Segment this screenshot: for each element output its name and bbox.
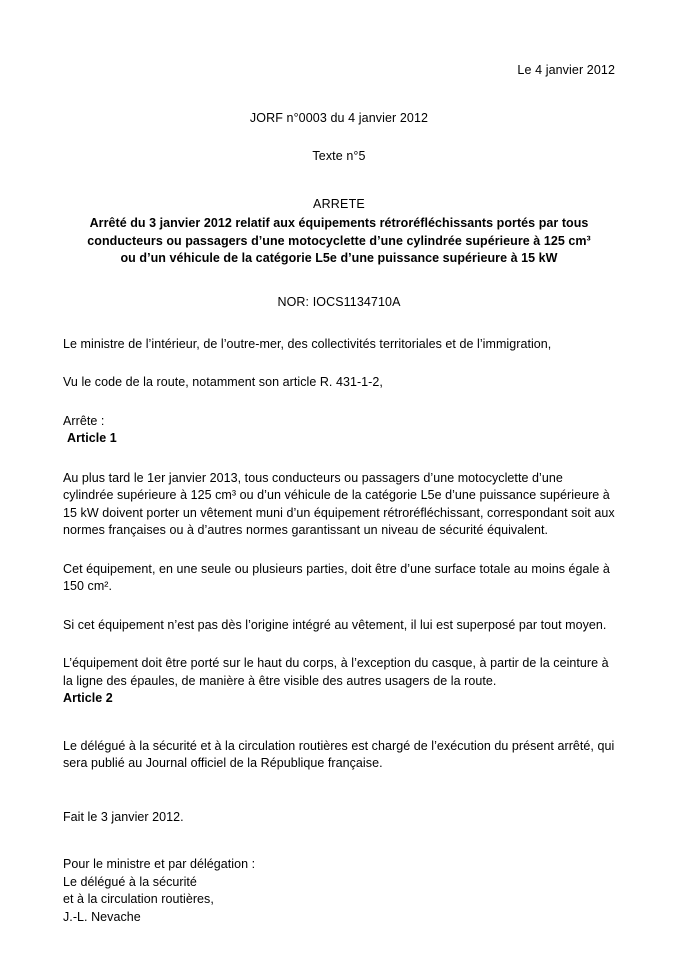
article-1-paragraph-2: Cet équipement, en une seule ou plusieurs parties, doit être d’une surface totale au moins égale à 150 cm².: [63, 561, 610, 593]
made-on-line: Fait le 3 janvier 2012.: [63, 809, 184, 824]
article-1-heading: Article 1: [67, 431, 117, 445]
minister-line: Le ministre de l’intérieur, de l’outre-mer, des collectivités territoriales et de l’immigration,: [63, 336, 552, 351]
document-title-line-2: conducteurs ou passagers d’une motocyclette d’une cylindrée supérieure à 125 cm³: [87, 233, 591, 248]
text-number: Texte n°5: [312, 149, 366, 163]
decree-keyword: ARRETE: [313, 197, 365, 211]
signature-role-line-1: Le délégué à la sécurité: [63, 874, 197, 889]
document-title: [63, 215, 615, 268]
article-1-paragraph-4: L’équipement doit être porté sur le haut du corps, à l’exception du casque, à partir de la ceinture à la ligne des épaules, de manière à être visible des autres usagers de la route.: [63, 656, 609, 688]
article-1-paragraph-1: Au plus tard le 1er janvier 2013, tous conducteurs ou passagers d’une motocyclette d’une cylindrée supérieure à 125 cm³ ou d’un véhicule de la catégorie L5e d’une puissance supérieure à 15 kW doivent porter un vêtement muni d’un équipement rétroréfléchissant, correspondant soit aux normes françaises ou à d’autres normes garantissant un niveau de sécurité équivalent.: [63, 470, 615, 537]
signature-delegation-line: Pour le ministre et par délégation :: [63, 857, 256, 871]
signature-block: [63, 856, 615, 926]
arrete-line: Arrête :: [63, 413, 105, 428]
vu-line: Vu le code de la route, notamment son article R. 431-1-2,: [63, 375, 383, 389]
signature-role-line-2: et à la circulation routières,: [63, 892, 214, 906]
article-2-paragraph-1: Le délégué à la sécurité et à la circulation routières est chargé de l’exécution du présent arrêté, qui sera publié au Journal officiel de la République française.: [63, 738, 615, 770]
document-title-line-1: Arrêté du 3 janvier 2012 relatif aux équipements rétroréfléchissants portés par tous: [89, 216, 589, 230]
journal-reference-block: [63, 110, 615, 164]
document-title-line-3: ou d’un véhicule de la catégorie L5e d’une puissance supérieure à 15 kW: [120, 251, 558, 265]
document-date: Le 4 janvier 2012: [517, 63, 615, 77]
nor-reference: NOR: IOCS1134710A: [277, 294, 401, 309]
article-1-paragraph-3: Si cet équipement n’est pas dès l’origine intégré au vêtement, il lui est superposé par tout moyen.: [63, 617, 607, 632]
journal-reference: JORF n°0003 du 4 janvier 2012: [249, 111, 429, 125]
article-2-heading: Article 2: [63, 691, 113, 705]
signature-name: J.-L. Nevache: [63, 909, 141, 924]
